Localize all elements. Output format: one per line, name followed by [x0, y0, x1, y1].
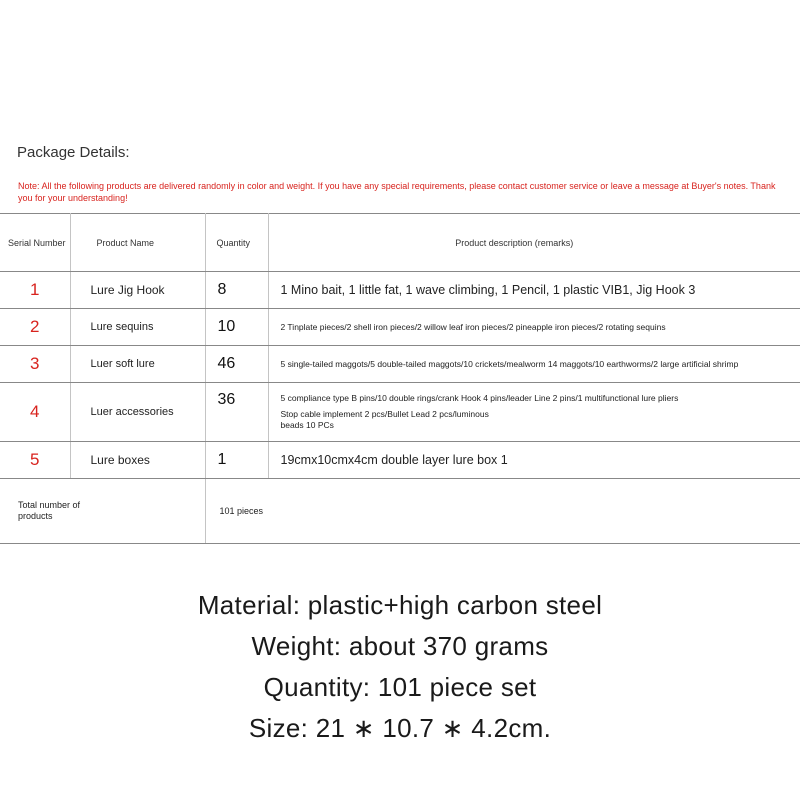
table-row: [0, 346, 800, 383]
header-quantity: Quantity: [205, 214, 268, 272]
row-product-name: Lure Jig Hook: [70, 272, 205, 309]
row-product-name: Lure boxes: [70, 442, 205, 479]
row-quantity: 8: [205, 272, 268, 309]
row-product-name: Luer soft lure: [70, 346, 205, 383]
total-label: Total number of products: [0, 479, 205, 544]
table-header-row: [0, 214, 800, 272]
table-row: [0, 442, 800, 479]
spec-size: Size: 21 ∗ 10.7 ∗ 4.2cm.: [248, 713, 552, 743]
row-product-name: Luer accessories: [70, 383, 205, 442]
row-description: 2 Tinplate pieces/2 shell iron pieces/2 willow leaf iron pieces/2 pineapple iron pieces/2 rotating sequins: [268, 309, 800, 346]
spec-quantity: Quantity: 101 piece set: [263, 672, 537, 702]
delivery-note: Note: All the following products are delivered randomly in color and weight. If you have any special requirements, please contact customer service or leave a message at Buyer's notes. Thank you for your understanding!: [18, 181, 776, 203]
header-serial-number: Serial Number: [0, 214, 70, 272]
package-table: [0, 213, 800, 544]
total-row: [0, 479, 800, 544]
row-description: 5 single-tailed maggots/5 double-tailed maggots/10 crickets/mealworm 14 maggots/10 earthworms/2 large artificial shrimp: [268, 346, 800, 383]
spec-weight: Weight: about 370 grams: [251, 631, 549, 661]
row-product-name: Lure sequins: [70, 309, 205, 346]
package-details-heading: Package Details:: [17, 144, 130, 161]
row-description: 1 Mino bait, 1 little fat, 1 wave climbing, 1 Pencil, 1 plastic VIB1, Jig Hook 3: [268, 272, 800, 309]
row-serial: 1: [0, 272, 70, 309]
row-serial: 4: [0, 383, 70, 442]
table-row: [0, 383, 800, 442]
spec-material: Material: plastic+high carbon steel: [197, 590, 603, 620]
header-product-name: Product Name: [70, 214, 205, 272]
row-serial: 3: [0, 346, 70, 383]
row-quantity: 36: [205, 383, 268, 442]
row-description: 5 compliance type B pins/10 double rings/crank Hook 4 pins/leader Line 2 pins/1 multifunctional lure pliers Stop cable implement 2 pcs/Bullet Lead 2 pcs/luminous beads 10 PCs: [268, 383, 800, 442]
row-quantity: 10: [205, 309, 268, 346]
row-serial: 2: [0, 309, 70, 346]
table-row: [0, 272, 800, 309]
header-description: Product description (remarks): [268, 214, 800, 272]
product-specs: [0, 585, 800, 749]
total-value: 101 pieces: [205, 479, 800, 544]
row-quantity: 46: [205, 346, 268, 383]
row-description: 19cmx10cmx4cm double layer lure box 1: [268, 442, 800, 479]
table-row: [0, 309, 800, 346]
row-quantity: 1: [205, 442, 268, 479]
row-serial: 5: [0, 442, 70, 479]
